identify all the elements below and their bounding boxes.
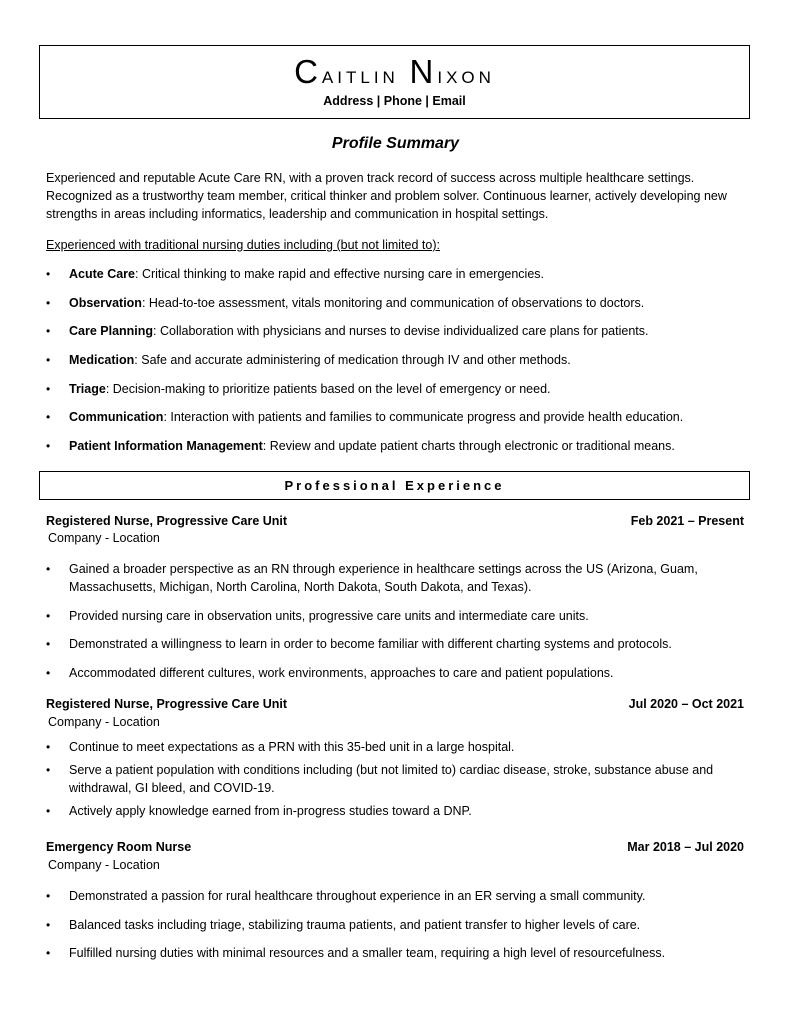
duty-text: : Decision-making to prioritize patients based on the level of emergency or need. — [105, 381, 551, 396]
job-dates: Jul 2020 – Oct 2021 — [628, 697, 744, 711]
list-item — [46, 916, 751, 934]
duties-heading: Experienced with traditional nursing duties including (but not limited to): — [46, 238, 440, 252]
profile-summary-text: Experienced and reputable Acute Care RN, with a proven track record of success across multiple healthcare settings. Recognized as a trustworthy team member, critical thinker and problem solver. Continuous learner, actively developing new strengths in areas including informatics, leadership and communication in hospital settings. — [46, 171, 727, 221]
list-item — [46, 560, 751, 596]
name-last-initial: N — [409, 53, 438, 90]
job-title: Emergency Room Nurse — [46, 840, 192, 854]
list-item — [46, 265, 751, 283]
bullet-icon: • — [46, 889, 51, 903]
job-bullet-text: Continue to meet expectations as a PRN with this 35-bed unit in a large hospital. — [69, 740, 515, 754]
list-item — [46, 944, 751, 962]
bullet-icon: • — [46, 267, 51, 281]
list-item — [46, 607, 751, 625]
bullet-icon: • — [46, 324, 51, 339]
duty-label: Care Planning — [69, 324, 154, 339]
bullet-icon: • — [46, 917, 51, 932]
job-bullet-text: Demonstrated a passion for rural healthcare throughout experience in an ER serving a small community. — [69, 889, 646, 903]
job-bullet-text: Accommodated different cultures, work environments, approaches to care and patient populations. — [69, 666, 614, 681]
list-item — [46, 738, 751, 756]
job-title: Registered Nurse, Progressive Care Unit — [46, 697, 288, 711]
job-bullets — [46, 738, 751, 820]
job-company: Company - Location — [48, 531, 160, 545]
duty-text: : Head-to-toe assessment, vitals monitoring and communication of observations to doctors. — [141, 295, 645, 310]
bullet-icon: • — [46, 353, 51, 368]
duties-list — [46, 265, 751, 455]
bullet-icon: • — [46, 666, 51, 681]
job-bullet-text: Fulfilled nursing duties with minimal resources and a smaller team, requiring a high level of resourcefulness. — [69, 946, 666, 961]
contact-line: Address | Phone | Email — [323, 94, 466, 108]
name-first-rest: aitlin — [321, 62, 399, 89]
bullet-icon: • — [46, 295, 51, 310]
duty-label: Patient Information Management — [69, 439, 263, 454]
job-dates: Mar 2018 – Jul 2020 — [627, 840, 744, 854]
job-company: Company - Location — [48, 715, 160, 729]
job-bullet-text: Serve a patient population with conditions including (but not limited to) cardiac disease, stroke, substance abuse and withdrawal, GI bleed, and COVID-19. — [69, 763, 714, 795]
duty-label: Communication — [69, 410, 164, 425]
duty-text: : Critical thinking to make rapid and effective nursing care in emergencies. — [135, 267, 545, 281]
list-item — [46, 437, 751, 455]
candidate-name — [40, 52, 749, 96]
list-item — [46, 380, 751, 398]
list-item — [46, 802, 751, 820]
job-bullet-text: Balanced tasks including triage, stabilizing trauma patients, and patient transfer to higher levels of care. — [69, 917, 641, 932]
job-bullets — [46, 560, 751, 682]
job-bullet-text: Gained a broader perspective as an RN through experience in healthcare settings across the US (Arizona, Guam, Massachusetts, Michigan, North Carolina, North Dakota, South Dakota, and Texas). — [69, 562, 698, 594]
bullet-icon: • — [46, 410, 51, 425]
job-company: Company - Location — [48, 858, 160, 872]
bullet-icon: • — [46, 804, 51, 818]
list-item — [46, 664, 751, 682]
job-bullet-text: Actively apply knowledge earned from in-progress studies toward a DNP. — [69, 804, 472, 818]
header-box — [39, 45, 750, 119]
job-bullet-text: Demonstrated a willingness to learn in order to become familiar with different charting systems and protocols. — [69, 637, 672, 652]
duty-label: Medication — [69, 353, 135, 368]
list-item — [46, 887, 751, 905]
bullet-icon: • — [46, 562, 51, 576]
duty-text: : Interaction with patients and families to communicate progress and provide health education. — [163, 410, 684, 425]
duty-label: Acute Care — [69, 267, 135, 281]
job-dates: Feb 2021 – Present — [630, 514, 744, 528]
bullet-icon: • — [46, 608, 51, 623]
list-item — [46, 294, 751, 312]
job-bullet-text: Provided nursing care in observation units, progressive care units and intermediate care units. — [69, 608, 589, 623]
bullet-icon: • — [46, 763, 51, 777]
list-item — [46, 408, 751, 426]
job-bullets — [46, 887, 751, 962]
list-item — [46, 761, 751, 797]
list-item — [46, 635, 751, 653]
duty-text: : Safe and accurate administering of medication through IV and other methods. — [134, 353, 571, 368]
bullet-icon: • — [46, 740, 51, 754]
bullet-icon: • — [46, 381, 51, 396]
profile-summary-title: Profile Summary — [331, 135, 460, 152]
list-item — [46, 322, 751, 340]
bullet-icon: • — [46, 637, 51, 652]
list-item — [46, 351, 751, 369]
bullet-icon: • — [46, 439, 51, 454]
name-last-rest: ixon — [437, 62, 495, 89]
duty-label: Triage — [69, 381, 106, 396]
job-title: Registered Nurse, Progressive Care Unit — [46, 514, 288, 528]
duty-text: : Collaboration with physicians and nurses to devise individualized care plans for patients. — [153, 324, 649, 339]
duty-label: Observation — [69, 295, 142, 310]
experience-section-title: Professional Experience — [39, 471, 750, 500]
name-first-initial: C — [294, 53, 322, 90]
duty-text: : Review and update patient charts through electronic or traditional means. — [262, 439, 675, 454]
bullet-icon: • — [46, 946, 51, 961]
